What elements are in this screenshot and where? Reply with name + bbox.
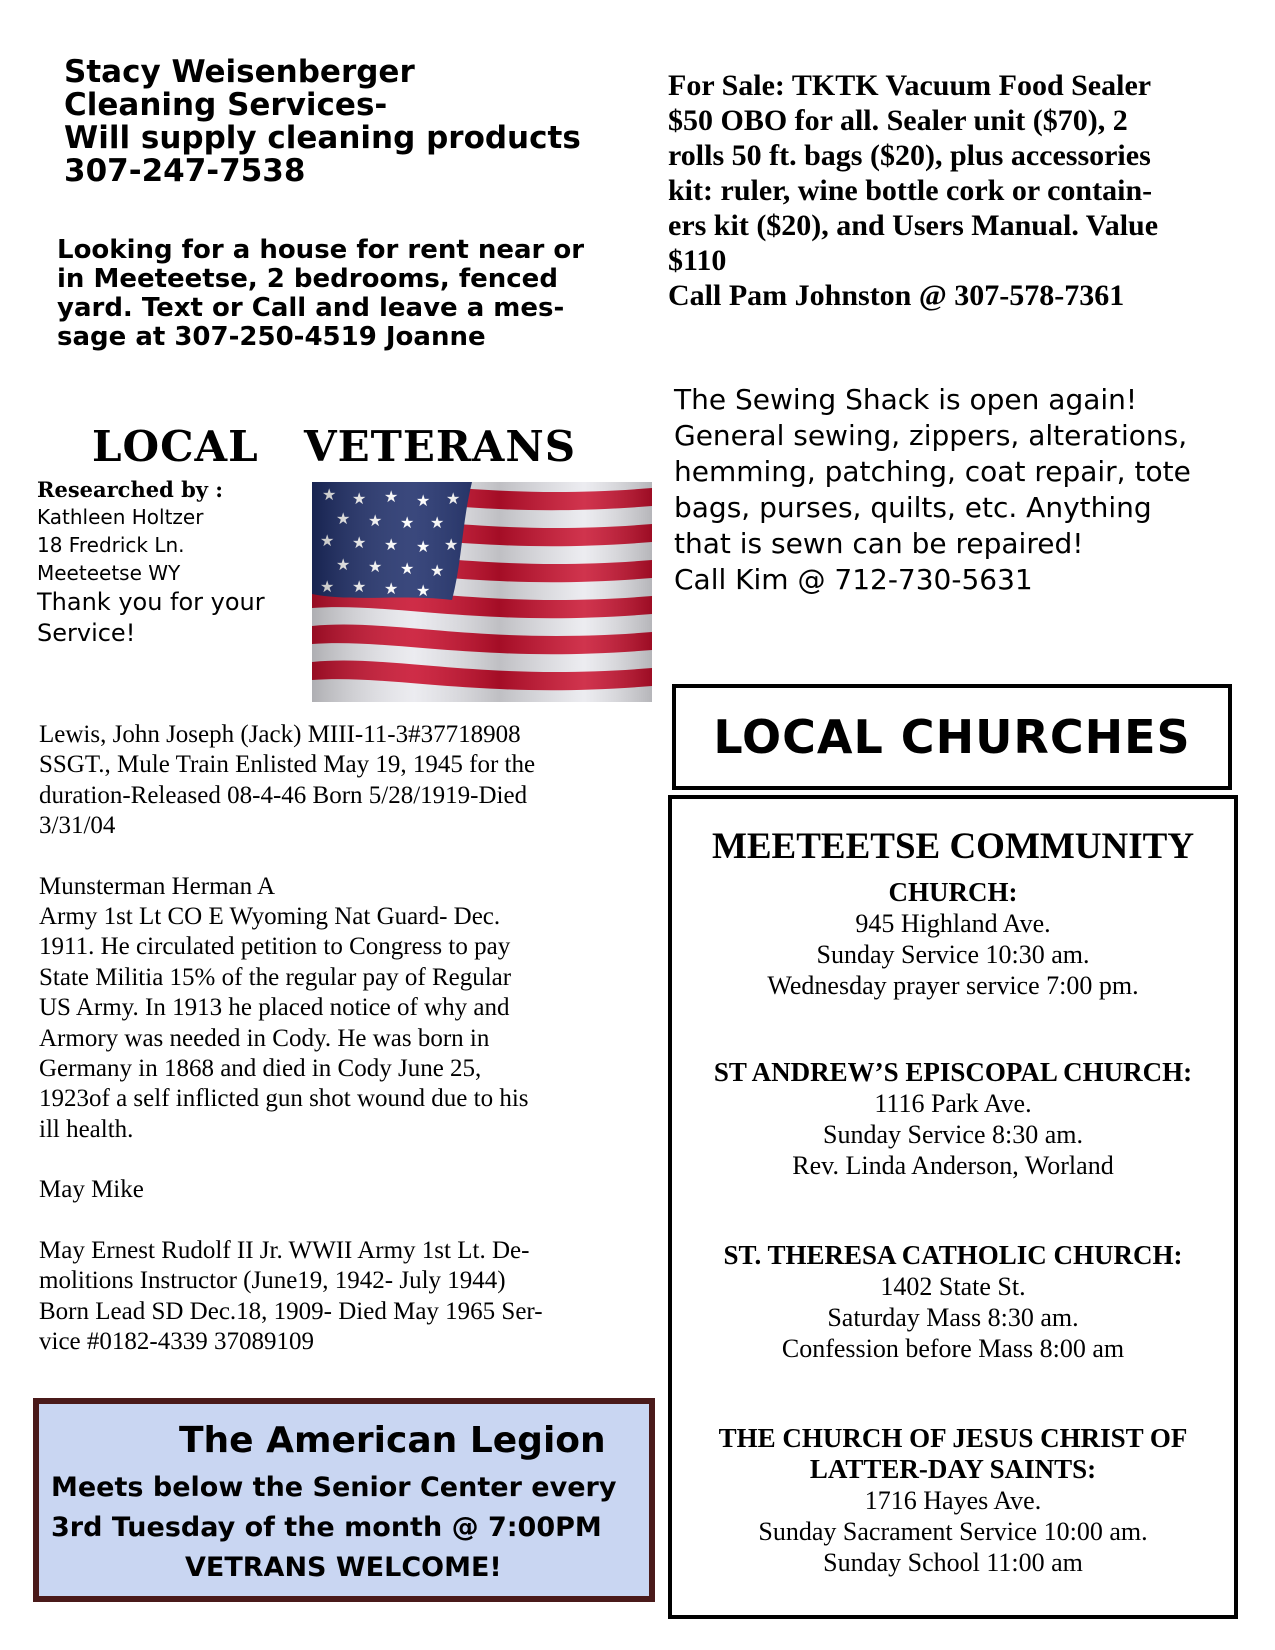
ad-line: Stacy Weisenberger	[64, 54, 415, 90]
church-entry	[672, 1423, 1234, 1578]
church-entry	[672, 1057, 1234, 1181]
sewing-shack-ad	[674, 382, 1191, 598]
ad-line: Looking for a house for rent near or	[57, 235, 585, 265]
entry-line: May Mike	[39, 1176, 144, 1204]
american-legion-notice	[33, 1398, 655, 1602]
entry-line: Armory was needed in Cody. He was born in	[39, 1024, 490, 1052]
entry-line: 1923of a self inflicted gun shot wound due to his	[39, 1085, 529, 1113]
ad-line: For Sale: TKTK Vacuum Food Sealer	[668, 69, 1152, 102]
entry-line: molitions Instructor (June19, 1942- July 1944)	[39, 1267, 506, 1295]
entry-line: May Ernest Rudolf II Jr. WWII Army 1st Lt. De-	[39, 1236, 530, 1264]
local-churches-header	[672, 684, 1232, 790]
church-address: 945 Highland Ave.	[855, 909, 1051, 938]
cleaning-services-ad	[64, 56, 581, 188]
veterans-title-veterans: VETERANS	[304, 422, 577, 471]
church-name: ST ANDREW’S EPISCOPAL CHURCH:	[713, 1057, 1193, 1087]
ad-line: kit: ruler, wine bottle cork or contain-	[668, 174, 1153, 207]
ad-line: sage at 307-250-4519 Joanne	[57, 322, 486, 352]
church-name: CHURCH:	[888, 877, 1018, 907]
church-service: Saturday Mass 8:30 am.	[827, 1303, 1079, 1332]
legion-title: The American Legion	[179, 1420, 606, 1461]
ad-line: hemming, patching, coat repair, tote	[674, 455, 1191, 488]
veteran-list	[39, 720, 664, 1387]
church-entry	[672, 1240, 1234, 1364]
church-entry	[672, 877, 1234, 1001]
ad-line: bags, purses, quilts, etc. Anything	[674, 491, 1152, 524]
entry-line: Germany in 1868 and died in Cody June 25,	[39, 1055, 482, 1083]
ad-line: rolls 50 ft. bags ($20), plus accessories	[668, 139, 1151, 172]
ad-line: $110	[668, 244, 727, 277]
church-address: 1402 State St.	[880, 1272, 1026, 1301]
researcher-name: Kathleen Holtzer	[37, 505, 204, 529]
church-address: 1116 Park Ave.	[874, 1089, 1032, 1118]
church-service: Sunday Sacrament Service 10:00 am.	[758, 1517, 1148, 1546]
entry-line: 1911. He circulated petition to Congress to pay	[39, 933, 511, 961]
church-name: THE CHURCH OF JESUS CHRIST OF	[718, 1423, 1188, 1453]
entry-line: 3/31/04	[39, 812, 116, 840]
legion-line: 3rd Tuesday of the month @ 7:00PM	[51, 1512, 602, 1543]
entry-line: vice #0182-4339 37089109	[39, 1327, 314, 1355]
church-pastor: Rev. Linda Anderson, Worland	[792, 1151, 1114, 1180]
church-service: Wednesday prayer service 7:00 pm.	[767, 971, 1139, 1000]
veteran-entry	[39, 720, 664, 842]
church-name: LATTER-DAY SAINTS:	[809, 1454, 1097, 1484]
researcher-street: 18 Fredrick Ln.	[37, 533, 185, 557]
entry-line: State Militia 15% of the regular pay of Regular	[39, 963, 512, 991]
house-wanted-ad	[57, 236, 584, 352]
ad-line: The Sewing Shack is open again!	[674, 383, 1138, 416]
veteran-entry	[39, 872, 664, 1146]
church-address: 1716 Hayes Ave.	[864, 1486, 1042, 1515]
for-sale-ad	[668, 68, 1158, 313]
phone-number: 307-247-7538	[64, 153, 306, 189]
veteran-entry	[39, 1236, 664, 1358]
church-heading: MEETEETSE COMMUNITY	[711, 826, 1195, 867]
entry-line: Munsterman Herman A	[39, 872, 276, 900]
church-service: Confession before Mass 8:00 am	[781, 1334, 1125, 1363]
ad-line: that is sewn can be repaired!	[674, 527, 1084, 560]
thanks-line: Service!	[37, 619, 136, 647]
church-name: ST. THERESA CATHOLIC CHURCH:	[723, 1240, 1183, 1270]
thanks-line: Thank you for your	[37, 588, 265, 616]
american-flag-image	[312, 482, 652, 702]
ad-line: Call Pam Johnston @ 307-578-7361	[668, 279, 1125, 312]
entry-line: Lewis, John Joseph (Jack) MIII-11-3#37718908	[39, 721, 521, 748]
researcher-city: Meeteetse WY	[37, 561, 181, 585]
entry-line: Born Lead SD Dec.18, 1909- Died May 1965 Ser-	[39, 1297, 543, 1325]
ad-line: Will supply cleaning products	[64, 120, 581, 156]
veterans-title-local: LOCAL	[92, 422, 259, 471]
entry-line: US Army. In 1913 he placed notice of why and	[39, 994, 510, 1022]
ad-line: ers kit ($20), and Users Manual. Value	[668, 209, 1159, 242]
ad-line: yard. Text or Call and leave a mes-	[57, 293, 565, 323]
veteran-entry	[39, 1175, 664, 1205]
researched-label: Researched by :	[37, 477, 224, 502]
local-churches-title: LOCAL CHURCHES	[713, 710, 1191, 764]
church-service: Sunday Service 10:30 am.	[816, 940, 1090, 969]
researcher-credit	[37, 477, 297, 649]
entry-line: duration-Released 08-4-46 Born 5/28/1919-Died	[39, 781, 528, 809]
ad-line: General sewing, zippers, alterations,	[674, 419, 1188, 452]
entry-line: SSGT., Mule Train Enlisted May 19, 1945 for the	[39, 751, 536, 779]
entry-line: Army 1st Lt CO E Wyoming Nat Guard- Dec.	[39, 903, 501, 931]
legion-line: Meets below the Senior Center every	[51, 1472, 617, 1503]
ad-line: Cleaning Services-	[64, 87, 388, 123]
church-service: Sunday Service 8:30 am.	[823, 1120, 1083, 1149]
entry-line: ill health.	[39, 1115, 134, 1143]
legion-welcome: VETRANS WELCOME!	[185, 1552, 502, 1583]
church-listing	[668, 795, 1238, 1619]
church-service: Sunday School 11:00 am	[823, 1548, 1083, 1577]
ad-line: in Meeteetse, 2 bedrooms, fenced	[57, 264, 558, 294]
ad-line: $50 OBO for all. Sealer unit ($70), 2	[668, 104, 1128, 137]
ad-line: Call Kim @ 712-730-5631	[674, 563, 1033, 596]
